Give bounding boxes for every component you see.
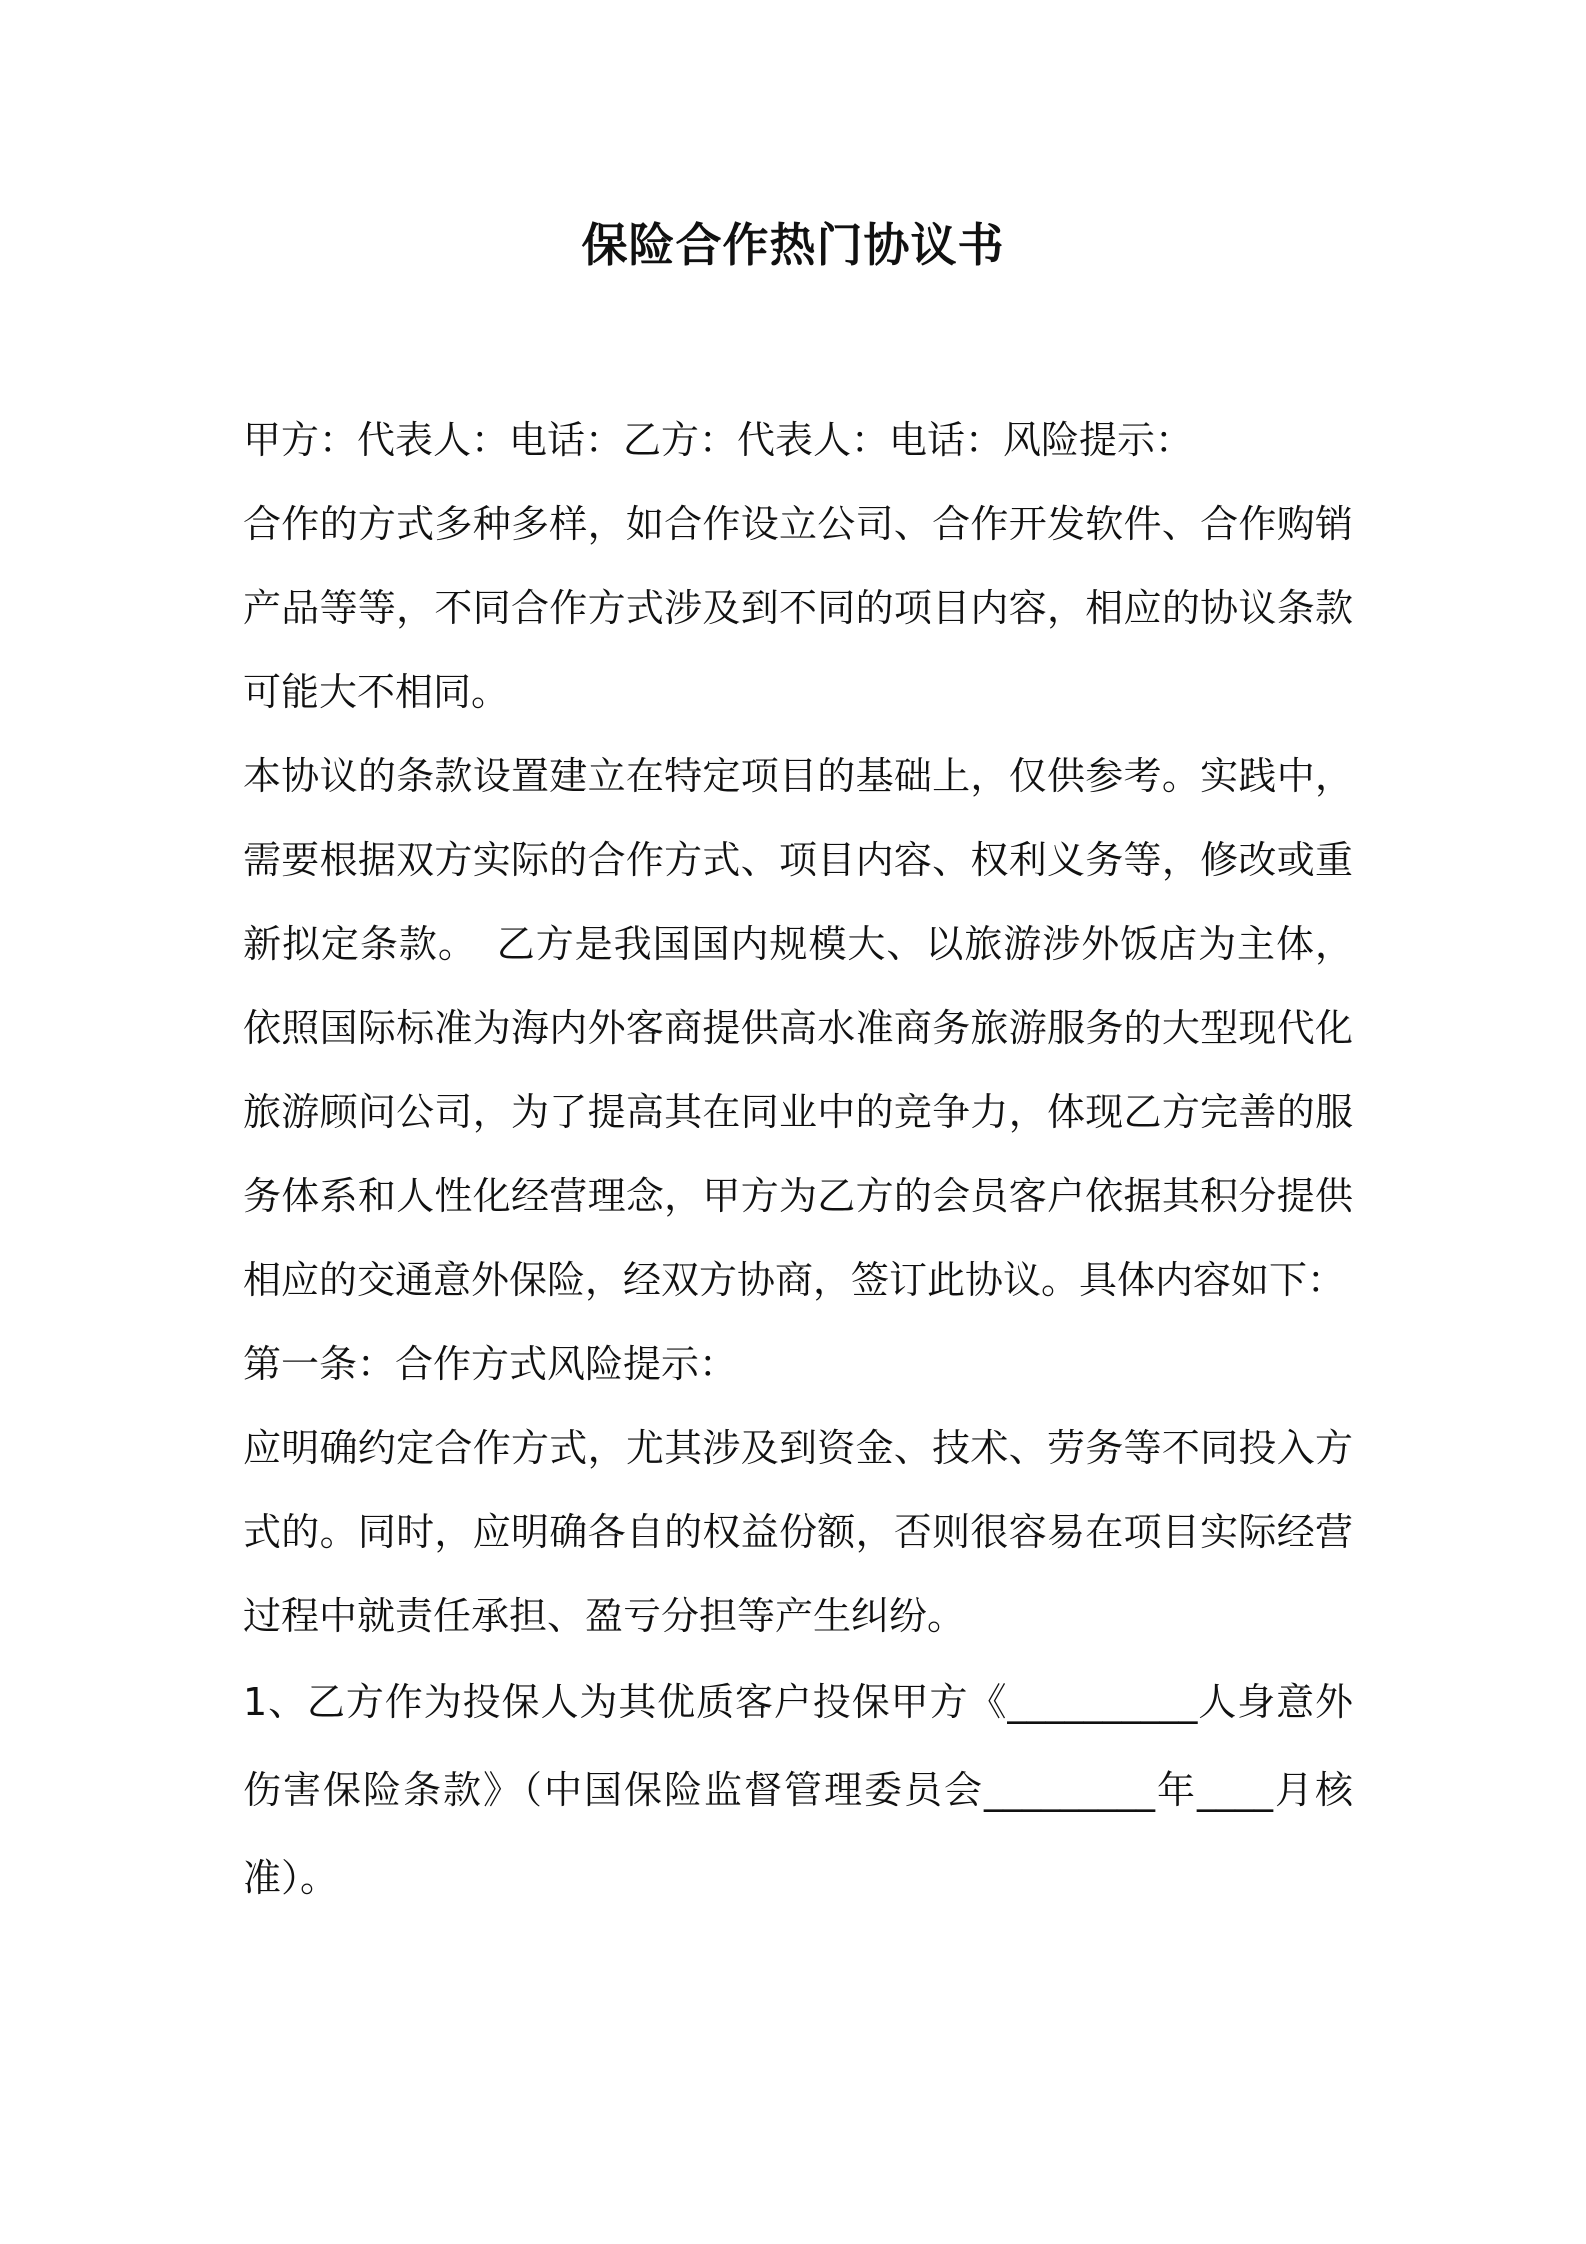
clause-one: 1、乙方作为投保人为其优质客户投保甲方《__________人身意外伤害保险条款》（中国保险监督管理委员会_________年____月核准）。	[243, 1680, 1353, 1900]
document-body	[243, 398, 1353, 1922]
paragraph-background: 本协议的条款设置建立在特定项目的基础上，仅供参考。实践中，需要根据双方实际的合作方式、项目内容、权利义务等，修改或重新拟定条款。 乙方是我国国内规模大、以旅游涉外饭店为主体，依照国际标准为海内外客商提供高水准商务旅游服务的大型现代化旅游顾问公司，为了提高其在同业中的竞争力，体现乙方完善的服务体系和人性化经营理念，甲方为乙方的会员客户依据其积分提供相应的交通意外保险，经双方协商，签订此协议。具体内容如下：	[243, 754, 1353, 1302]
article-one-heading: 第一条：合作方式风险提示：	[243, 1342, 738, 1386]
paragraph-risk-note: 应明确约定合作方式，尤其涉及到资金、技术、劳务等不同投入方式的。同时，应明确各自的权益份额，否则很容易在项目实际经营过程中就责任承担、盈亏分担等产生纠纷。	[243, 1426, 1353, 1638]
paragraph-cooperation-methods: 合作的方式多种多样，如合作设立公司、合作开发软件、合作购销产品等等，不同合作方式涉及到不同的项目内容，相应的协议条款可能大不相同。	[243, 502, 1353, 714]
parties-line: 甲方：代表人：电话：乙方：代表人：电话：风险提示：	[243, 418, 1194, 462]
document-title: 保险合作热门协议书	[581, 218, 1005, 272]
